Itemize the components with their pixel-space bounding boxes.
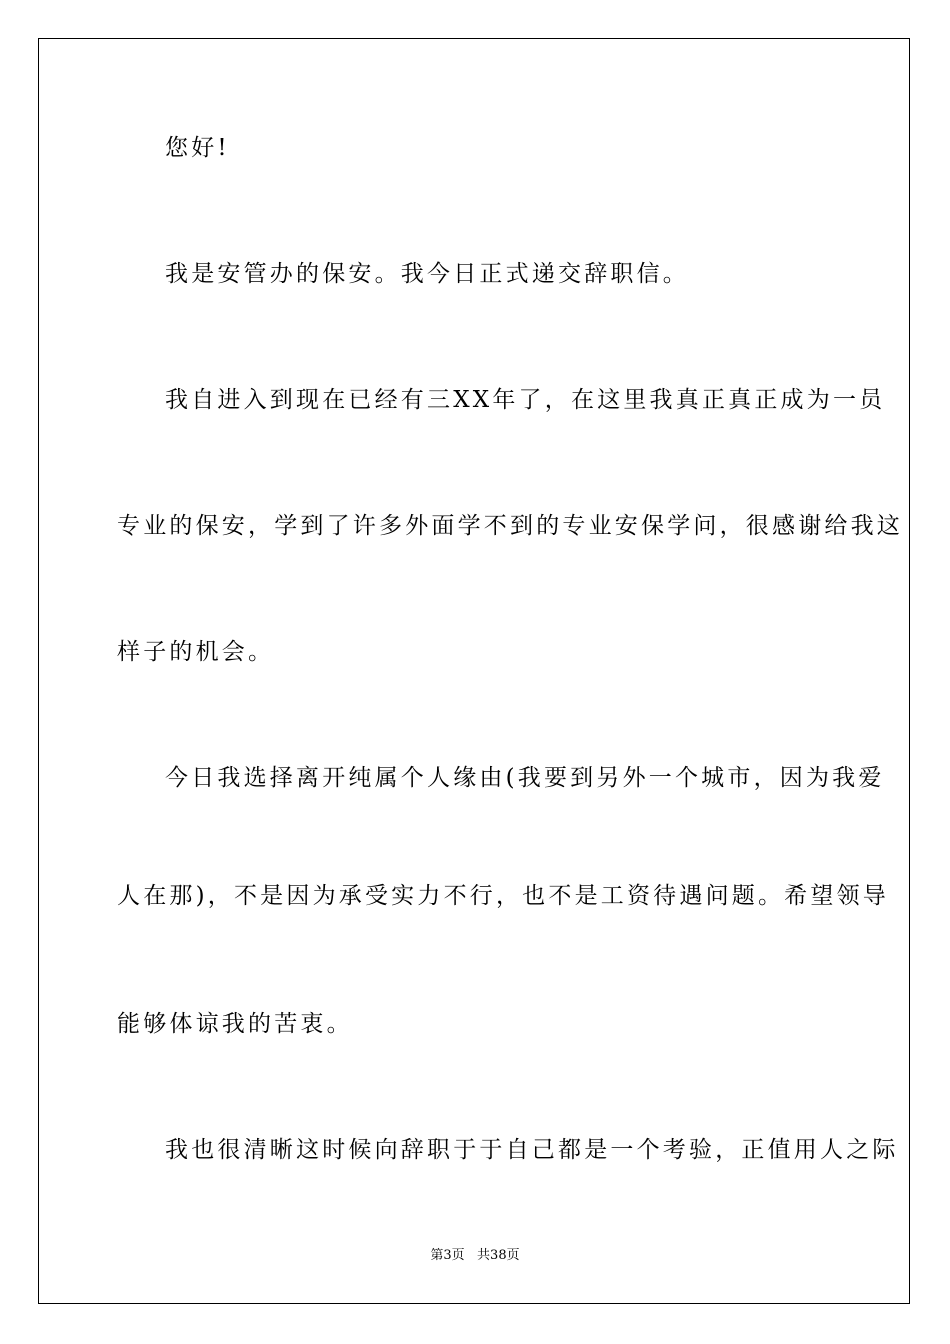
paragraph-line: 我是安管办的保安。我今日正式递交辞职信。 [165, 261, 689, 287]
page-number-footer: 第3页 共38页 [430, 1248, 520, 1263]
paragraph-line: 我自进入到现在已经有三XX年了，在这里我真正真正成为一员 [165, 387, 886, 413]
paragraph-line: 能够体谅我的苦衷。 [117, 1011, 353, 1037]
paragraph-line: 今日我选择离开纯属个人缘由(我要到另外一个城市，因为我爱 [165, 765, 885, 791]
page-border [38, 38, 910, 1304]
paragraph-line: 我也很清晰这时候向辞职于于自己都是一个考验，正值用人之际 [165, 1137, 899, 1163]
paragraph-line: 人在那)，不是因为承受实力不行，也不是工资待遇问题。希望领导 [117, 883, 889, 909]
paragraph-line: 专业的保安，学到了许多外面学不到的专业安保学问，很感谢给我这 [117, 513, 903, 539]
greeting-line: 您好! [165, 135, 230, 161]
paragraph-line: 样子的机会。 [117, 639, 275, 665]
